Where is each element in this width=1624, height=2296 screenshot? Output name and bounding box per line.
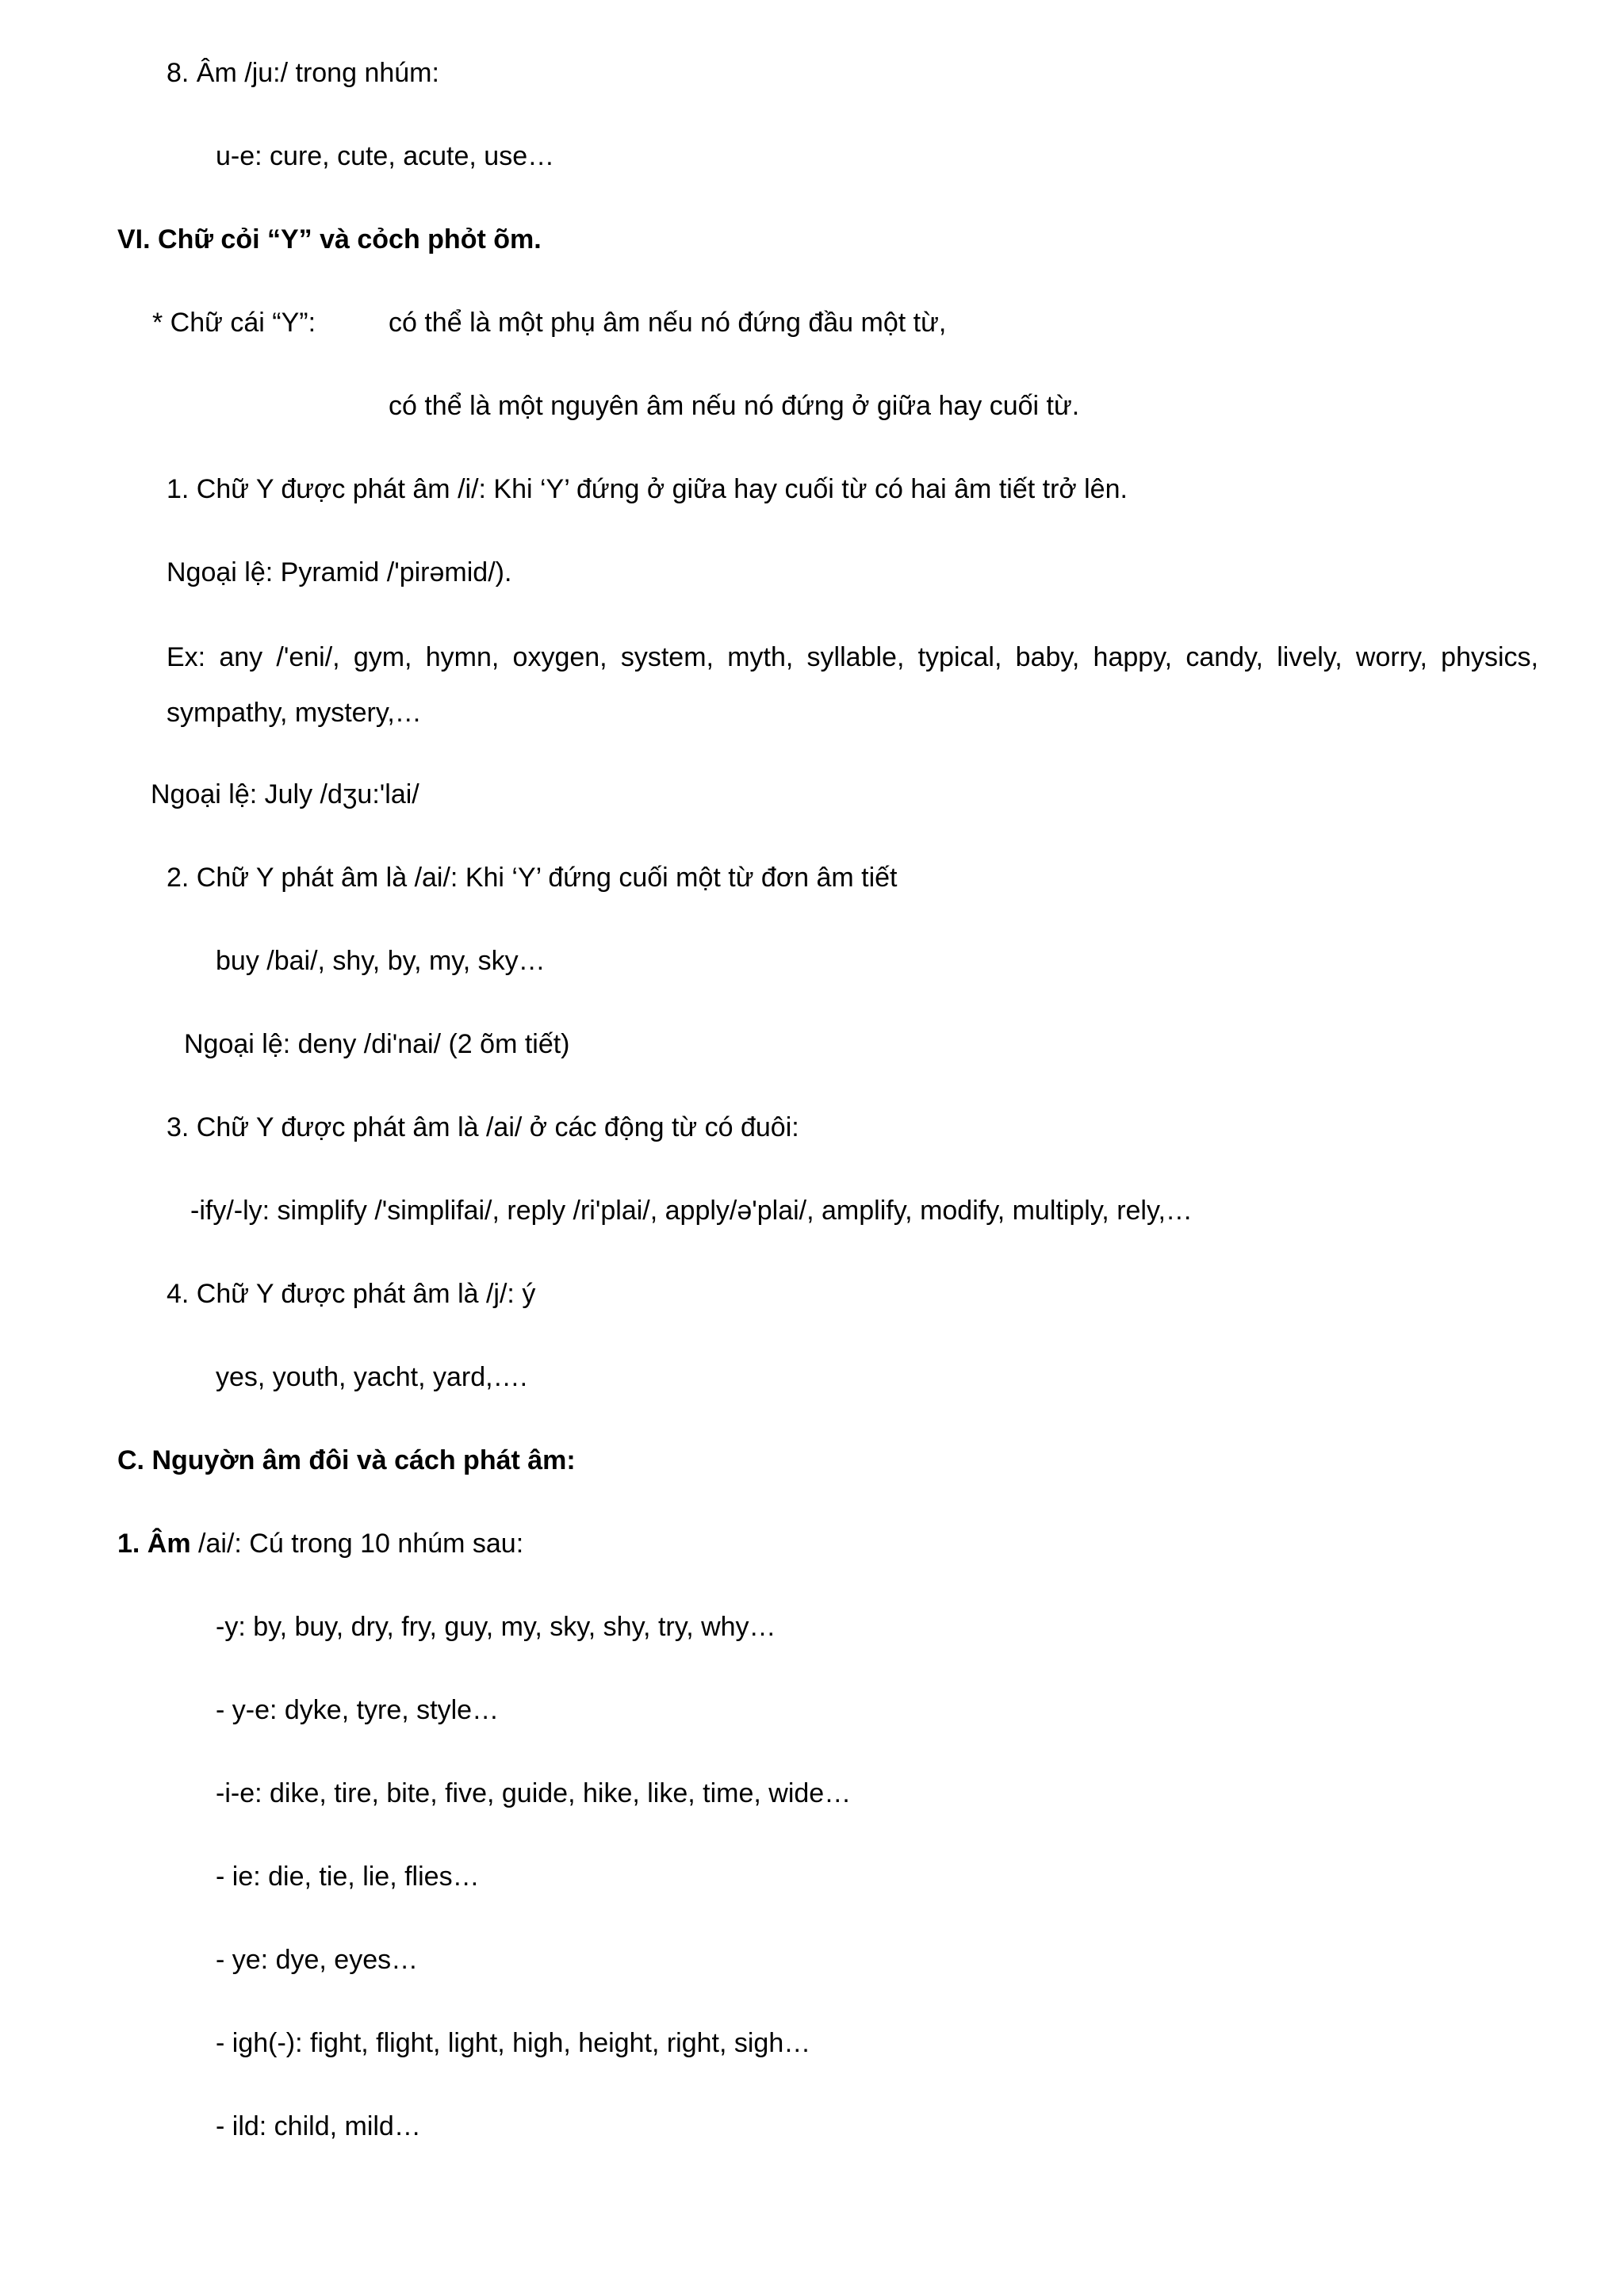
y-rule-2-examples: buy /bai/, shy, by, my, sky… bbox=[216, 946, 546, 976]
y-rule-3-examples: -ify/-ly: simplify /'simplifai/, reply /ri'plai/, apply/ə'plai/, amplify, modify, multiply, rely,… bbox=[190, 1196, 1193, 1226]
y-rule-4-title: 4. Chữ Y được phát âm là /j/: ý bbox=[167, 1279, 536, 1309]
diphthong-ai-item: - ild: child, mild… bbox=[216, 2111, 421, 2141]
y-rule-1-exception-2: Ngoại lệ: July /dʒu:'lai/ bbox=[151, 779, 419, 809]
diphthong-ai-item: - y-e: dyke, tyre, style… bbox=[216, 1695, 500, 1725]
diphthong-ai-item: - ye: dye, eyes… bbox=[216, 1945, 419, 1975]
y-definition-consonant: có thể là một phụ âm nếu nó đứng đầu một từ, bbox=[389, 308, 947, 338]
diphthong-ai-item: -y: by, buy, dry, fry, guy, my, sky, shy, try, why… bbox=[216, 1612, 776, 1642]
diphthong-ai-item: - ie: die, tie, lie, flies… bbox=[216, 1862, 480, 1892]
y-definition-vowel: có thể là một nguyên âm nếu nó đứng ở giữa hay cuối từ. bbox=[389, 391, 1080, 421]
diphthong-ai-item: -i-e: dike, tire, bite, five, guide, hike, like, time, wide… bbox=[216, 1778, 852, 1808]
y-rule-4-examples: yes, youth, yacht, yard,…. bbox=[216, 1362, 528, 1392]
diphthong-ai-item: - igh(-): fight, flight, light, high, height, right, sigh… bbox=[216, 2028, 811, 2058]
vowel-8-title: 8. Âm /ju:/ trong nhúm: bbox=[167, 58, 439, 88]
y-rule-2-title: 2. Chữ Y phát âm là /ai/: Khi ‘Y’ đứng cuối một từ đơn âm tiết bbox=[167, 863, 898, 893]
y-definition-label: * Chữ cái “Y”: bbox=[152, 308, 316, 338]
diphthong-ai-title-rest: /ai/: Cú trong 10 nhúm sau: bbox=[190, 1529, 524, 1559]
section-6-heading: VI. Chữ cỏi “Y” và cỏch phỏt õm. bbox=[117, 224, 542, 254]
y-rule-1-exception: Ngoại lệ: Pyramid /'pirəmid/). bbox=[167, 557, 512, 587]
section-c-heading: C. Nguyờn âm đôi và cách phát âm: bbox=[117, 1445, 576, 1475]
diphthong-ai-title-bold: 1. Âm bbox=[117, 1529, 191, 1559]
y-rule-1-title: 1. Chữ Y được phát âm /i/: Khi ‘Y’ đứng ở giữa hay cuối từ có hai âm tiết trở lên. bbox=[167, 474, 1128, 504]
y-rule-3-title: 3. Chữ Y được phát âm là /ai/ ở các động từ có đuôi: bbox=[167, 1112, 799, 1142]
vowel-8-example: u-e: cure, cute, acute, use… bbox=[216, 141, 555, 171]
y-rule-2-exception: Ngoại lệ: deny /di'nai/ (2 õm tiết) bbox=[184, 1029, 570, 1059]
diphthong-ai-title bbox=[117, 1525, 523, 1563]
y-rule-1-examples: Ex: any /'eni/, gym, hymn, oxygen, system, myth, syllable, typical, baby, happy, candy, lively, worry, physics, sympathy, mystery,… bbox=[167, 642, 1538, 728]
